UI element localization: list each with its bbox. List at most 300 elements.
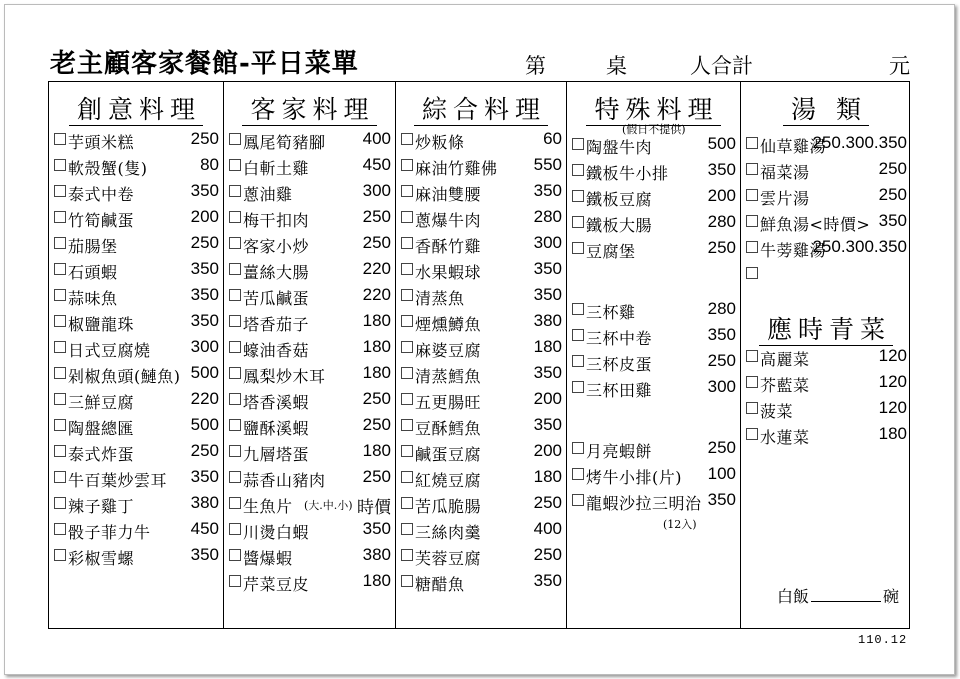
item-name: 鐵板大腸: [586, 216, 653, 235]
item-name: 鹹蛋豆腐: [415, 445, 482, 464]
item-name: 芹菜豆皮: [243, 575, 310, 594]
item-name: 烤牛小排(片): [586, 468, 682, 487]
menu-item: [229, 415, 391, 439]
menu-item: [229, 441, 391, 465]
item-name: 麻婆豆腐: [415, 341, 482, 360]
menu-item: [229, 129, 391, 153]
item-name: 客家小炒: [243, 237, 310, 256]
item-name: 月亮蝦餅: [586, 442, 653, 461]
order-checkbox[interactable]: [401, 159, 413, 171]
order-checkbox[interactable]: [401, 419, 413, 431]
item-name: 龍蝦沙拉三明治: [586, 494, 702, 513]
menu-item: [572, 377, 736, 401]
special-note: (假日不提供): [622, 123, 686, 136]
item-name: 竹筍鹹蛋: [68, 211, 135, 230]
order-checkbox[interactable]: [54, 263, 66, 275]
menu-item: [229, 181, 391, 205]
desk-label: 桌: [606, 54, 627, 78]
item-name: 泰式炸蛋: [68, 445, 135, 464]
menu-item: [229, 207, 391, 231]
item-price: 350: [190, 311, 219, 330]
item-price: 350: [533, 181, 562, 200]
item-price: 450: [362, 155, 391, 174]
order-checkbox[interactable]: [54, 159, 66, 171]
item-name: 鹽酥溪蝦: [243, 419, 310, 438]
item-name: 芙蓉豆腐: [415, 549, 482, 568]
people-total-label: 人合計: [690, 54, 753, 78]
menu-item: [401, 545, 562, 569]
item-name: 泰式中卷: [68, 185, 135, 204]
order-checkbox[interactable]: [229, 471, 241, 483]
item-price: 250: [362, 467, 391, 486]
item-name: 九層塔蛋: [243, 445, 310, 464]
item-name: 三杯雞: [586, 303, 636, 322]
menu-item: [54, 545, 219, 569]
item-name: 鳳尾筍豬腳: [243, 133, 326, 152]
order-checkbox[interactable]: [401, 471, 413, 483]
menu-item: [401, 389, 562, 413]
menu-item: [229, 285, 391, 309]
menu-item: [572, 212, 736, 236]
item-price: 250: [190, 129, 219, 148]
menu-item: [572, 238, 736, 262]
menu-item: [229, 363, 391, 387]
column-heading: 特殊料理: [567, 90, 740, 126]
item-name: 麻油竹雞佛: [415, 159, 498, 178]
order-checkbox[interactable]: [401, 289, 413, 301]
item-name: 芋頭米糕: [68, 133, 135, 152]
item-price: 350: [707, 490, 736, 509]
order-checkbox[interactable]: [229, 367, 241, 379]
item-price: 200: [533, 389, 562, 408]
order-checkbox[interactable]: [401, 367, 413, 379]
item-name: 鳳梨炒木耳: [243, 367, 326, 386]
item-price: 180: [362, 441, 391, 460]
order-checkbox[interactable]: [229, 549, 241, 561]
item-name: 三鮮豆腐: [68, 393, 135, 412]
item-price: 350: [707, 160, 736, 179]
item-price: 250: [533, 545, 562, 564]
order-checkbox[interactable]: [229, 445, 241, 457]
item-price: 400: [362, 129, 391, 148]
menu-item: [229, 519, 391, 543]
order-checkbox[interactable]: [401, 263, 413, 275]
menu-item: [401, 129, 562, 153]
item-price: 180: [533, 337, 562, 356]
item-price: 120: [878, 372, 907, 391]
item-name: 菠菜: [760, 402, 794, 421]
order-checkbox[interactable]: [572, 164, 584, 176]
column-heading: 湯 類: [741, 90, 911, 126]
order-checkbox[interactable]: [54, 445, 66, 457]
order-checkbox[interactable]: [54, 497, 66, 509]
order-checkbox[interactable]: [54, 393, 66, 405]
order-checkbox[interactable]: [401, 393, 413, 405]
menu-item: [746, 372, 907, 396]
item-name: 牛蒡雞湯: [760, 241, 827, 260]
menu-item: [746, 398, 907, 422]
item-price: 300: [707, 377, 736, 396]
order-checkbox[interactable]: [229, 159, 241, 171]
menu-item: [54, 155, 219, 179]
item-price: 350: [190, 259, 219, 278]
item-name: 仙草雞湯: [760, 137, 827, 156]
order-checkbox[interactable]: [54, 237, 66, 249]
item-price: 180: [533, 467, 562, 486]
order-checkbox[interactable]: [229, 315, 241, 327]
menu-item: [401, 571, 562, 595]
item-name: 鐵板豆腐: [586, 190, 653, 209]
menu-item: [572, 186, 736, 210]
order-checkbox[interactable]: [746, 350, 758, 362]
column-creative: [49, 82, 223, 628]
order-checkbox[interactable]: [54, 471, 66, 483]
order-checkbox[interactable]: [229, 211, 241, 223]
order-checkbox[interactable]: [401, 185, 413, 197]
item-price: 220: [362, 259, 391, 278]
rice-count-blank[interactable]: [811, 587, 881, 602]
order-checkbox[interactable]: [572, 303, 584, 315]
menu-item: [229, 311, 391, 335]
item-price: 380: [362, 545, 391, 564]
item-name: 蔥爆牛肉: [415, 211, 482, 230]
order-checkbox[interactable]: [229, 575, 241, 587]
item-price: 180: [362, 337, 391, 356]
table-number-label: 第: [525, 54, 546, 78]
item-name: 五更腸旺: [415, 393, 482, 412]
item-name: 梅干扣肉: [243, 211, 310, 230]
yuan-label: 元: [889, 54, 910, 78]
item-price: 350: [190, 467, 219, 486]
item-price: 220: [190, 389, 219, 408]
order-checkbox[interactable]: [401, 497, 413, 509]
menu-item: [746, 133, 907, 157]
item-name: 清蒸鱈魚: [415, 367, 482, 386]
menu-item: [54, 519, 219, 543]
item-name: 薑絲大腸: [243, 263, 310, 282]
rice-label: 白飯: [777, 587, 810, 606]
order-checkbox[interactable]: [572, 442, 584, 454]
item-name: 日式豆腐燒: [68, 341, 151, 360]
order-checkbox[interactable]: [746, 267, 758, 279]
menu-item: [401, 441, 562, 465]
item-name: 麻油雙腰: [415, 185, 482, 204]
item-price: 120: [878, 398, 907, 417]
item-price: 400: [533, 519, 562, 538]
item-price: 450: [190, 519, 219, 538]
menu-item: [229, 337, 391, 361]
menu-item: [54, 441, 219, 465]
menu-item: [54, 285, 219, 309]
order-checkbox[interactable]: [401, 549, 413, 561]
item-size-options: (大.中.小): [304, 499, 353, 512]
item-price: 350: [362, 519, 391, 538]
item-price: 550: [533, 155, 562, 174]
item-price: 250: [362, 389, 391, 408]
item-price: 350: [533, 285, 562, 304]
item-price: 250: [707, 438, 736, 457]
menu-item: [572, 134, 736, 158]
item-name: 水果蝦球: [415, 263, 482, 282]
item-name: 三杯中卷: [586, 329, 653, 348]
item-price: 350: [190, 285, 219, 304]
order-checkbox[interactable]: [572, 468, 584, 480]
order-checkbox[interactable]: [746, 376, 758, 388]
order-checkbox[interactable]: [54, 211, 66, 223]
menu-item: [229, 493, 391, 517]
item-name: 糖醋魚: [415, 575, 465, 594]
order-checkbox[interactable]: [572, 381, 584, 393]
menu-item: [746, 263, 907, 287]
item-name: 苦瓜鹹蛋: [243, 289, 310, 308]
order-checkbox[interactable]: [401, 575, 413, 587]
item-price: 380: [533, 311, 562, 330]
column-special: [566, 82, 740, 628]
menu-item: [572, 438, 736, 462]
item-name: 雲片湯: [760, 189, 810, 208]
order-checkbox[interactable]: [401, 523, 413, 535]
menu-item: [746, 424, 907, 448]
item-price: 500: [190, 415, 219, 434]
menu-item: [401, 259, 562, 283]
item-name: 茄腸堡: [68, 237, 118, 256]
order-checkbox[interactable]: [572, 329, 584, 341]
item-name: 骰子菲力牛: [68, 523, 151, 542]
order-checkbox[interactable]: [229, 419, 241, 431]
item-name: 三絲肉羹: [415, 523, 482, 542]
menu-item: [229, 467, 391, 491]
order-checkbox[interactable]: [401, 237, 413, 249]
item-price: 250: [190, 441, 219, 460]
menu-item: [572, 490, 736, 514]
order-checkbox[interactable]: [572, 138, 584, 150]
item-price: 350: [190, 545, 219, 564]
item-name: 塔香茄子: [243, 315, 310, 334]
column-heading: 綜合料理: [396, 90, 566, 126]
order-checkbox[interactable]: [746, 215, 758, 227]
order-checkbox[interactable]: [746, 163, 758, 175]
menu-item: [401, 493, 562, 517]
column-mixed: [395, 82, 566, 628]
item-price: 300: [533, 233, 562, 252]
item-name: 豆酥鱈魚: [415, 419, 482, 438]
order-checkbox[interactable]: [572, 355, 584, 367]
order-checkbox[interactable]: [572, 242, 584, 254]
item-name: 蒜香山豬肉: [243, 471, 326, 490]
order-checkbox[interactable]: [229, 133, 241, 145]
column-soup: [740, 82, 911, 628]
item-price: 250: [878, 159, 907, 178]
order-checkbox[interactable]: [746, 402, 758, 414]
item-price: 250.300.350: [812, 133, 907, 152]
order-checkbox[interactable]: [572, 190, 584, 202]
item-name: 牛百葉炒雲耳: [68, 471, 168, 490]
item-name: 蠔油香菇: [243, 341, 310, 360]
restaurant-title: 老主顧客家餐館-平日菜單: [50, 49, 359, 79]
column-heading: 創意料理: [49, 90, 223, 126]
item-name: 芥藍菜: [760, 376, 810, 395]
order-checkbox[interactable]: [572, 494, 584, 506]
menu-item: [746, 159, 907, 183]
item-price: 300: [362, 181, 391, 200]
order-checkbox[interactable]: [401, 211, 413, 223]
menu-item: [401, 311, 562, 335]
item-name: 煙燻鱒魚: [415, 315, 482, 334]
menu-item: [746, 346, 907, 370]
menu-item: [401, 519, 562, 543]
menu-item: [572, 464, 736, 488]
item-price: 350: [533, 415, 562, 434]
item-name: 椒鹽龍珠: [68, 315, 135, 334]
item-price: 180: [362, 311, 391, 330]
menu-item: [401, 207, 562, 231]
order-checkbox[interactable]: [401, 341, 413, 353]
rice-order: [777, 584, 899, 607]
order-checkbox[interactable]: [401, 315, 413, 327]
order-checkbox[interactable]: [401, 133, 413, 145]
menu-item: [54, 363, 219, 387]
item-name: 苦瓜脆腸: [415, 497, 482, 516]
item-price: 60: [543, 129, 562, 148]
item-name: 鮮魚湯<時價>: [760, 215, 871, 234]
item-price: 250: [707, 351, 736, 370]
item-price: 200: [190, 207, 219, 226]
order-checkbox[interactable]: [746, 137, 758, 149]
menu-item: [229, 155, 391, 179]
item-name: 辣子雞丁: [68, 497, 135, 516]
order-checkbox[interactable]: [54, 367, 66, 379]
order-checkbox[interactable]: [54, 341, 66, 353]
order-checkbox[interactable]: [54, 315, 66, 327]
item-price: 180: [362, 571, 391, 590]
menu-item: [401, 467, 562, 491]
item-name: 川燙白蝦: [243, 523, 310, 542]
order-checkbox[interactable]: [746, 241, 758, 253]
menu-item: [54, 337, 219, 361]
menu-item: [54, 259, 219, 283]
order-checkbox[interactable]: [746, 428, 758, 440]
sandwich-note: (12入): [663, 518, 697, 531]
item-name: 彩椒雪螺: [68, 549, 135, 568]
item-name: 蒜味魚: [68, 289, 118, 308]
menu-item: [54, 493, 219, 517]
item-name: 塔香溪蝦: [243, 393, 310, 412]
version-code: 110.12: [858, 633, 908, 647]
menu-item: [229, 571, 391, 595]
menu-item: [572, 325, 736, 349]
item-price: 250: [362, 207, 391, 226]
item-name: 白斬土雞: [243, 159, 310, 178]
item-price: 300: [190, 337, 219, 356]
order-checkbox[interactable]: [54, 289, 66, 301]
item-price: 380: [190, 493, 219, 512]
item-price: 280: [533, 207, 562, 226]
item-price: 280: [707, 299, 736, 318]
order-checkbox[interactable]: [401, 445, 413, 457]
item-name: 生魚片: [243, 497, 293, 516]
menu-item: [401, 155, 562, 179]
order-checkbox[interactable]: [229, 237, 241, 249]
menu-item: [54, 415, 219, 439]
vegetable-heading: 應時青菜: [741, 310, 911, 346]
item-price: 120: [878, 346, 907, 365]
item-price: 280: [707, 212, 736, 231]
order-checkbox[interactable]: [54, 185, 66, 197]
item-name: 蔥油雞: [243, 185, 293, 204]
order-checkbox[interactable]: [54, 549, 66, 561]
column-hakka: [223, 82, 395, 628]
item-name: 陶盤總匯: [68, 419, 135, 438]
rice-unit: 碗: [883, 587, 900, 606]
item-name: 陶盤牛肉: [586, 138, 653, 157]
menu-item: [401, 337, 562, 361]
order-checkbox[interactable]: [746, 189, 758, 201]
order-checkbox[interactable]: [54, 419, 66, 431]
menu-item: [401, 415, 562, 439]
menu-item: [54, 467, 219, 491]
item-name: 軟殼蟹(隻): [68, 159, 148, 178]
item-price: 180: [362, 363, 391, 382]
order-checkbox[interactable]: [229, 289, 241, 301]
order-checkbox[interactable]: [572, 216, 584, 228]
column-heading: 客家料理: [224, 90, 395, 126]
order-checkbox[interactable]: [229, 393, 241, 405]
item-name: 醬爆蝦: [243, 549, 293, 568]
menu-item: [229, 389, 391, 413]
menu-item: [54, 233, 219, 257]
menu-item: [572, 160, 736, 184]
item-name: 三杯皮蛋: [586, 355, 653, 374]
item-name: 鐵板牛小排: [586, 164, 669, 183]
menu-item: [401, 285, 562, 309]
item-price: 500: [707, 134, 736, 153]
item-name: 清蒸魚: [415, 289, 465, 308]
menu-item: [572, 299, 736, 323]
order-checkbox[interactable]: [229, 497, 241, 509]
item-price: 250: [878, 185, 907, 204]
item-price: 250: [362, 415, 391, 434]
item-price: 350: [878, 211, 907, 230]
item-price: 時價: [357, 498, 391, 517]
item-price: 180: [878, 424, 907, 443]
order-checkbox[interactable]: [54, 133, 66, 145]
item-price: 250: [190, 233, 219, 252]
menu-item: [401, 181, 562, 205]
item-name: 高麗菜: [760, 350, 810, 369]
menu-item: [54, 129, 219, 153]
item-name: 剁椒魚頭(鰱魚): [68, 367, 181, 386]
item-price: 200: [533, 441, 562, 460]
order-checkbox[interactable]: [229, 263, 241, 275]
item-name: 豆腐堡: [586, 242, 636, 261]
item-price: 500: [190, 363, 219, 382]
item-price: 220: [362, 285, 391, 304]
order-checkbox[interactable]: [229, 523, 241, 535]
item-price: 350: [533, 363, 562, 382]
order-checkbox[interactable]: [229, 185, 241, 197]
menu-item: [746, 185, 907, 209]
order-checkbox[interactable]: [229, 341, 241, 353]
menu-item: [572, 351, 736, 375]
menu-item: [54, 389, 219, 413]
order-checkbox[interactable]: [54, 523, 66, 535]
item-price: 350: [707, 325, 736, 344]
item-name: 石頭蝦: [68, 263, 118, 282]
item-price: 200: [707, 186, 736, 205]
menu-item: [746, 237, 907, 261]
item-price: 350: [533, 259, 562, 278]
item-price: 250.300.350: [812, 237, 907, 256]
